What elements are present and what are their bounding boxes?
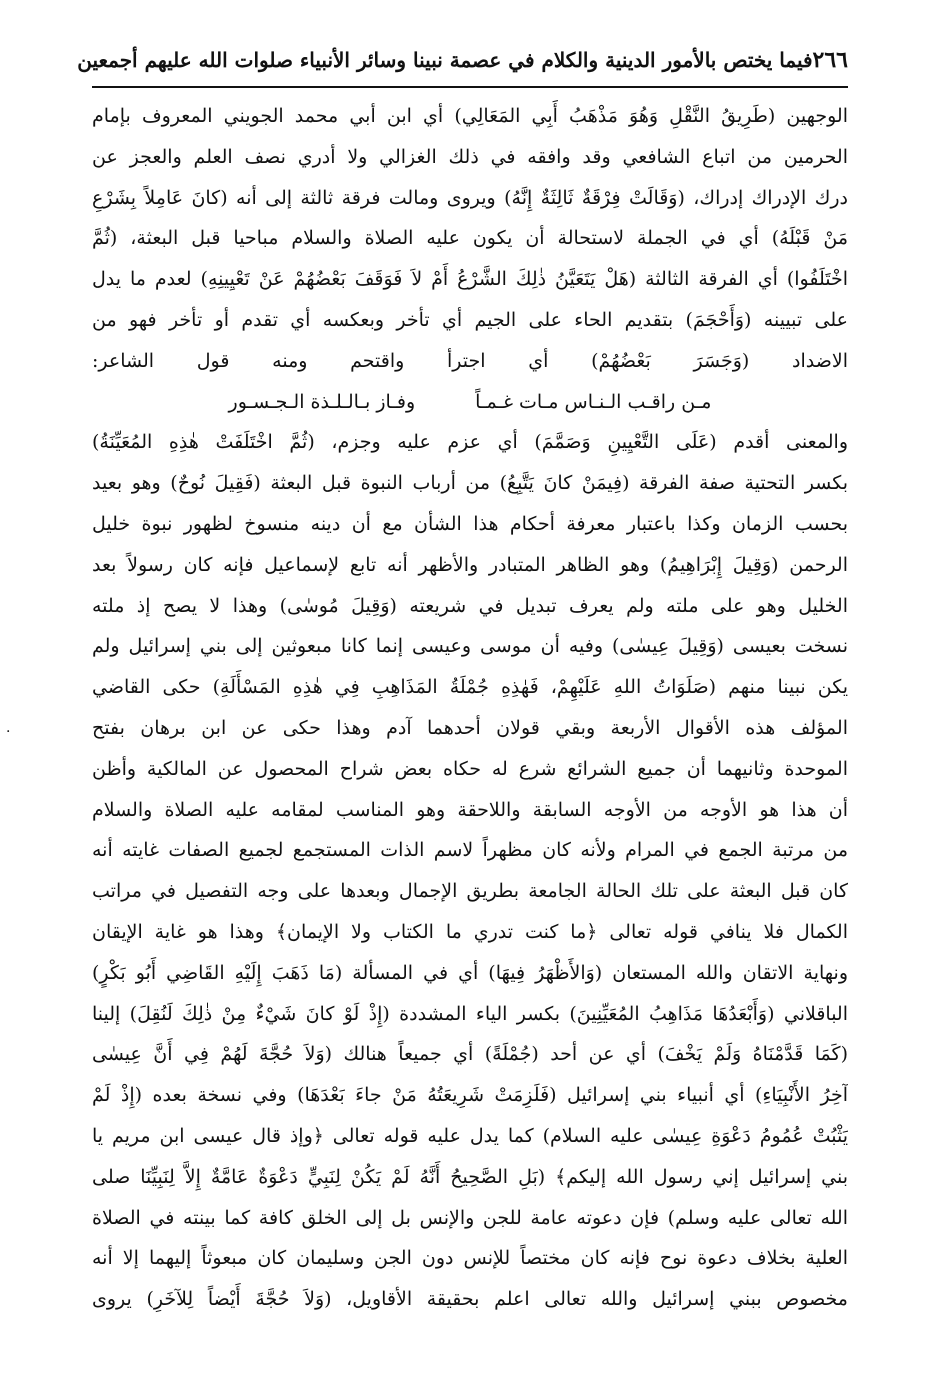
text-line: مَنْ قَبْلَهُ) أي في الجملة لاستحالة أن يكون عليه الصلاة والسلام مباحيا قبل البعثة، (ثُمَّ — [92, 227, 848, 250]
text-line: الاضداد (وَجَسَرَ بَعْضُهُمْ) أي اجترأ واقتحم ومنه قول الشاعر: — [92, 349, 848, 372]
text-line: يكن نبينا منهم (صَلَوَاتُ اللهِ عَلَيْهِمْ، فَهٰذِهِ جُمْلَةُ المَذَاهِبِ فِي هٰذِهِ المَسْأَلَةِ) حكى القاضي — [92, 676, 848, 699]
text-line: مخصوص ببني إسرائيل والله تعالى اعلم بحقيقة الأقاويل، (وَلاَ حُجَّةَ أَيْضاً لِلآخَرِ) يروى — [92, 1288, 848, 1311]
text-line: بكسر التحتية صفة الفرقة (فِيمَنْ كانَ يَتَّبِعُ) من أرباب النبوة قبل البعثة (فَقِيلَ نُوحٌ) وهو بعيد — [92, 472, 848, 495]
text-line: درك الإدراك إدراك، (وَقَالَتْ فِرْقَةٌ ثَالِثَةٌ إِنَّهُ) ويروى ومالت فرقة ثالثة إلى أنه (كانَ عَامِلاً بِشَرْعِ — [92, 186, 848, 209]
verse-second-hemistich: وفـاز بـالـلـذة الـجـسـور — [228, 390, 416, 413]
text-line: الوجهين (طَرِيقُ النَّقْلِ وَهُوَ مَذْهَبُ أَبِي المَعَالِي) أي ابن أبي محمد الجويني المعروف بإمام — [92, 105, 848, 127]
text-line: (كَمَا قَدَّمْنَاهُ وَلَمْ يَخْفَ) أي عن أحد (جُمْلَةً) أي جميعاً هنالك (وَلاَ حُجَّةَ لَهُمْ فِي أَنَّ عِيسٰى — [92, 1043, 848, 1066]
text-line: ونهاية الاتقان والله المستعان (وَالأَظْهَرُ فِيهَا) أي في المسألة (مَا ذَهَبَ إِلَيْهِ القَاضِي أَبُو بَكْرٍ) — [92, 961, 848, 984]
text-line: آخِرُ الأَنْبِيَاءِ) أي أنبياء بني إسرائيل (فَلَزِمَتْ شَرِيعَتُهُ مَنْ جاءَ بَعْدَهَا) وفي نسخة بعده (إِذْ لَمْ — [92, 1084, 848, 1107]
text-line: الحرمين من اتباع الشافعي وقد وافقه في ذلك الغزالي ولا أدري نصف العلم والعجز عن — [92, 145, 848, 168]
text-line: من مرتبة الجمع في المرام ولأنه كان مظهراً لاسم الذات المستجمع لجميع الصفات غايته أنه — [92, 839, 848, 862]
text-line: العلية بخلاف دعوة نوح فإنه كان مختصاً للإنس دون الجن وسليمان كان مبعوثاً إليهما إلا أنه — [92, 1247, 848, 1270]
text-line: المؤلف هذه الأقوال الأربعة وبقي قولان أحدهما آدم وهذا حكى عن ابن برهان بفتح — [92, 716, 848, 739]
text-line: بني إسرائيل إني رسول الله إليكم﴾ (بَلِ الصَّحِيحُ أَنَّهُ لَمْ يَكُنْ لِنَبِيٍّ دَعْوَةٌ عَامَّةٌ إِلاَّ لِنَبِيِّنَا صلى — [92, 1165, 848, 1188]
text-line: الباقلاني (وَأَبْعَدُهَا مَذَاهِبُ المُعَيِّنِينَ) بكسر الياء المشددة (إِذْ لَوْ كانَ شَيْءٌ مِنْ ذٰلِكَ لَنُقِلَ) إلينا — [92, 1002, 848, 1025]
text-line: على تبيينه (وَأَحْجَمَ) بتقديم الحاء على الجيم أي تأخر وبعكسه أي تقدم أو تأخر فهو من — [92, 308, 848, 331]
text-line: يَثْبُتْ عُمُومُ دَعْوَةِ عِيسٰى عليه السلام) كما يدل عليه قوله تعالى ﴿وإذ قال عيسى ابن مريم يا — [92, 1124, 848, 1147]
text-line: الخليل وهو على ملته ولم يعرف تبديل في شريعته (وَقِيلَ مُوسٰى) وهذا لا يصح إذ ملته — [92, 594, 848, 617]
verse-first-hemistich: مـن راقـب الـنـاس مـات غـمـاً — [475, 390, 712, 413]
poetry-verse — [92, 382, 848, 423]
text-line: كان قبل البعثة على تلك الحالة الجامعة بطريق الإجمال وبعدها على وجه التفصيل في مراتب — [92, 880, 848, 903]
text-line: الكمال فلا ينافي قوله تعالى ﴿ما كنت تدري ما الكتاب ولا الإيمان﴾ وهذا هو غاية الإيقان — [92, 920, 848, 943]
page-number: ٢٦٦ — [812, 47, 848, 73]
running-title: فيما يختص بالأمور الدينية والكلام في عصمة نبينا وسائر الأنبياء صلوات الله عليهم أجمعين — [77, 48, 813, 72]
text-line: أن هذا هو الأوجه من الأوجه السابقة واللاحقة وهو المناسب لمقامه عليه الصلاة والسلام — [92, 798, 848, 821]
text-line: نسخت بعيسى (وَقِيلَ عِيسٰى) وفيه أن موسى وعيسى إنما كانا مبعوثين إلى بني إسرائيل ولم — [92, 635, 848, 658]
margin-dot: · — [6, 724, 11, 740]
text-line: الله تعالى عليه وسلم) فإن دعوته عامة للجن والإنس بل إلى الخلق كافة كما بينته في الصلاة — [92, 1206, 848, 1229]
text-line: اخْتَلَفُوا) أي الفرقة الثالثة (هَلْ يَتَعَيَّنُ ذٰلِكَ الشَّرْعُ أَمْ لاَ فَوَقَفَ بَعْضُهُمْ عَنْ تَعْيِينِهِ) لعدم ما يدل — [92, 268, 848, 291]
text-line: الموحدة وثانيهما أن جميع الشرائع شرع له حكاه بعض شراح المحصول عن المالكية وأظن — [92, 757, 848, 780]
page-header — [77, 34, 848, 88]
text-line: الرحمن (وَقِيلَ إِبْرَاهِيمُ) وهو الظاهر المتبادر والأظهر أنه تابع لإسماعيل فإنه كان رسولاً بعد — [92, 553, 848, 576]
text-line: والمعنى أقدم (عَلَى التَّعْيِينِ وَصَمَّمَ) أي عزم عليه وجزم، (ثُمَّ اخْتَلَفَتْ هٰذِهِ المُعَيِّنَةُ) — [92, 431, 848, 454]
body-text — [92, 96, 848, 1320]
text-line: بحسب الزمان وكذا باعتبار معرفة أحكام هذا الشأن مع أن دينه منسوخ لظهور نبوة خليل — [92, 512, 848, 535]
